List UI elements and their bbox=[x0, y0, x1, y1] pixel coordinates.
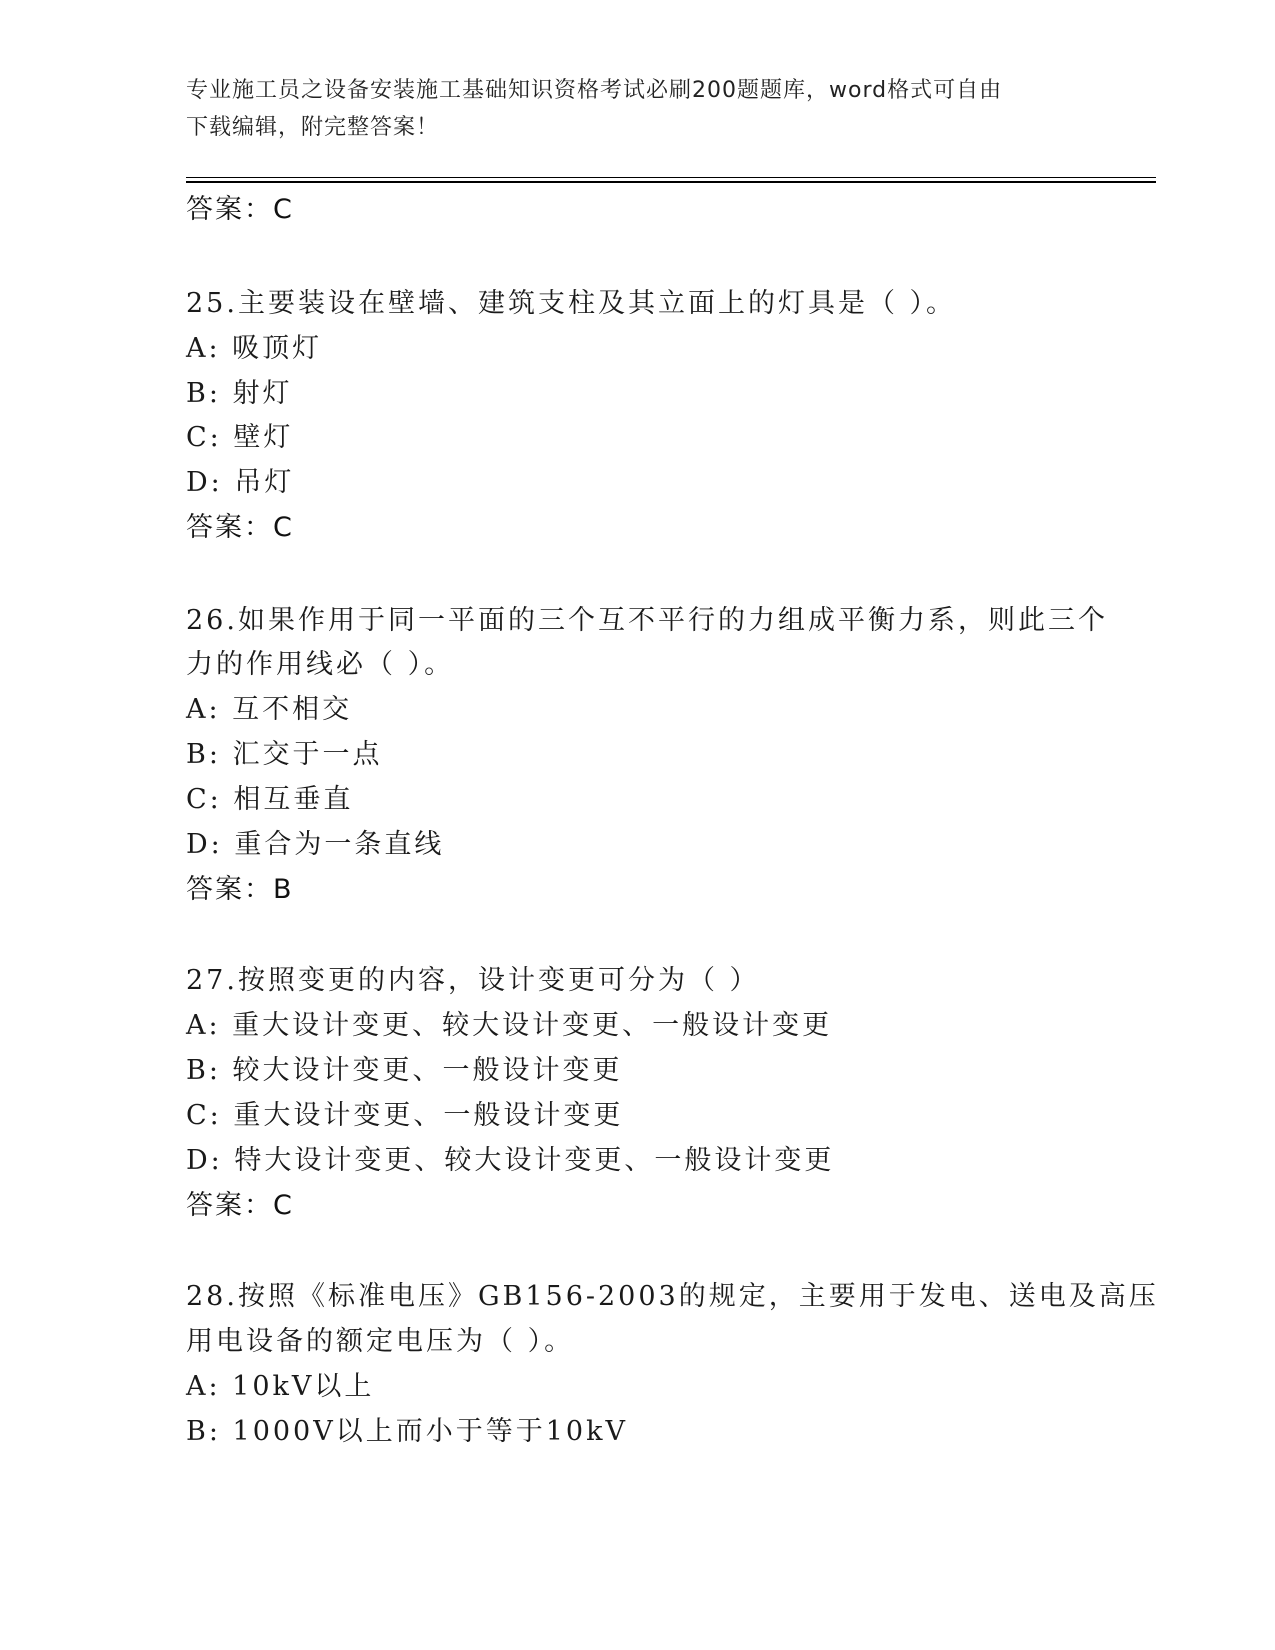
question-27-option-d: D: 特大设计变更、较大设计变更、一般设计变更 bbox=[186, 1145, 835, 1176]
question-25-option-d: D: 吊灯 bbox=[186, 467, 295, 498]
question-27-stem: 27.按照变更的内容，设计变更可分为（ ） bbox=[186, 965, 760, 996]
question-25-stem: 25.主要装设在壁墙、建筑支柱及其立面上的灯具是（ ）。 bbox=[186, 288, 957, 319]
header-rule-top bbox=[186, 177, 1156, 178]
question-25-option-c: C: 壁灯 bbox=[186, 422, 294, 453]
answer-27: 答案：C bbox=[186, 1190, 294, 1221]
question-27-option-c: C: 重大设计变更、一般设计变更 bbox=[186, 1100, 624, 1131]
question-28-option-b: B: 1000V以上而小于等于10kV bbox=[186, 1416, 628, 1447]
question-26-option-b: B: 汇交于一点 bbox=[186, 739, 383, 770]
question-26-option-a: A: 互不相交 bbox=[186, 694, 353, 725]
header-line-1: 专业施工员之设备安装施工基础知识资格考试必刷200题题库，word格式可自由 bbox=[186, 78, 1003, 103]
question-28-stem-line-2: 用电设备的额定电压为（ ）。 bbox=[186, 1326, 575, 1357]
question-26-option-c: C: 相互垂直 bbox=[186, 784, 354, 815]
header-rule-bottom bbox=[186, 181, 1156, 183]
question-27-option-b: B: 较大设计变更、一般设计变更 bbox=[186, 1055, 623, 1086]
answer-24: 答案：C bbox=[186, 194, 294, 225]
question-26-option-d: D: 重合为一条直线 bbox=[186, 829, 445, 860]
header-line-2: 下载编辑，附完整答案！ bbox=[186, 115, 440, 140]
document-header bbox=[186, 72, 1086, 146]
question-28-stem-line-1: 28.按照《标准电压》GB156-2003的规定，主要用于发电、送电及高压 bbox=[186, 1281, 1159, 1312]
question-25-option-a: A: 吸顶灯 bbox=[186, 333, 323, 364]
question-27-option-a: A: 重大设计变更、较大设计变更、一般设计变更 bbox=[186, 1010, 833, 1041]
question-26-stem-line-1: 26.如果作用于同一平面的三个互不平行的力组成平衡力系，则此三个 bbox=[186, 605, 1108, 636]
question-26-stem-line-2: 力的作用线必（ ）。 bbox=[186, 649, 455, 680]
question-25-option-b: B: 射灯 bbox=[186, 378, 293, 409]
answer-26: 答案：B bbox=[186, 874, 294, 905]
question-28-option-a: A: 10kV以上 bbox=[186, 1371, 375, 1402]
answer-25: 答案：C bbox=[186, 512, 294, 543]
